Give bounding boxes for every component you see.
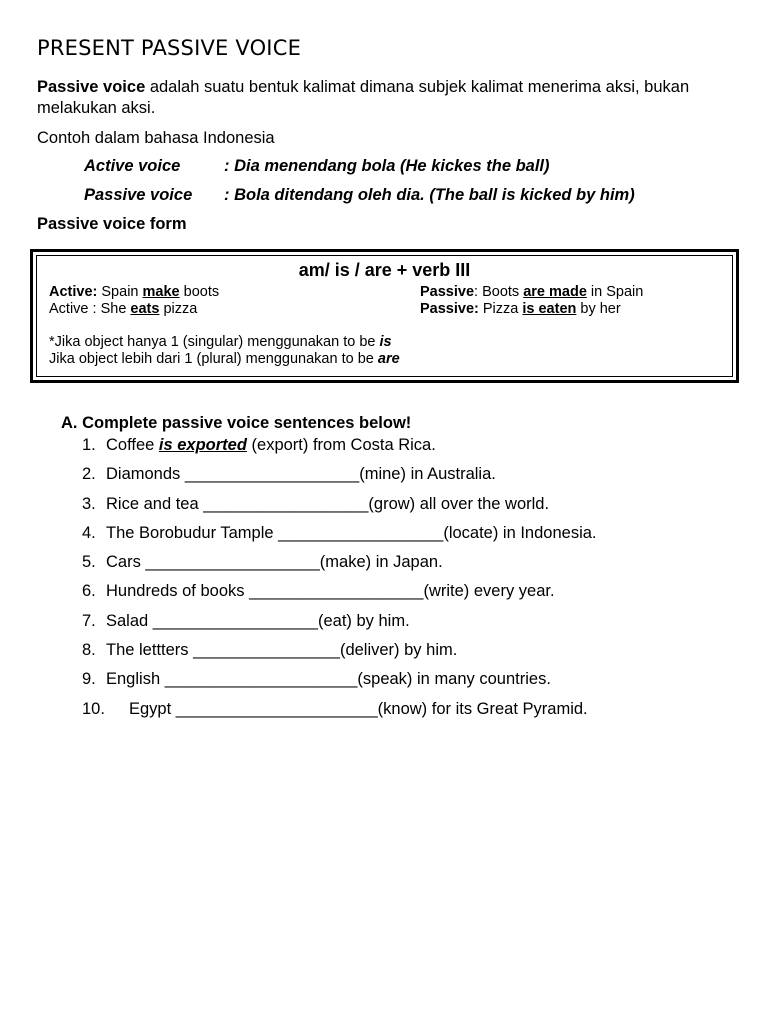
intro-definition: adalah suatu bentuk kalimat dimana subjek kalimat menerima aksi, bukan melakukan aksi. xyxy=(37,78,690,117)
item-blank: __________________(eat) by him. xyxy=(152,611,410,630)
text: Jika object lebih dari 1 (plural) menggunakan to be xyxy=(49,351,378,367)
item-number: 3. xyxy=(82,494,96,513)
text: by her xyxy=(576,301,621,317)
form-note-singular xyxy=(49,334,392,351)
example-passive xyxy=(84,186,635,205)
form-label: Passive voice form xyxy=(37,215,187,233)
item-text: Coffee xyxy=(106,436,159,454)
exercise-item xyxy=(82,494,597,523)
key-verb: make xyxy=(142,284,180,300)
label: Passive xyxy=(420,284,475,300)
key-verb: is eaten xyxy=(522,301,577,317)
exercise-list xyxy=(82,435,597,728)
exercise-item xyxy=(82,611,597,640)
exercise-item xyxy=(82,640,597,669)
item-number: 5. xyxy=(82,553,96,572)
item-text: Rice and tea xyxy=(106,494,204,513)
item-blank: ______________________(know) for its Great Pyramid. xyxy=(175,699,588,718)
example-intro: Contoh dalam bahasa Indonesia xyxy=(37,129,275,147)
item-blank: _____________________(speak) in many countries. xyxy=(164,670,551,689)
exercise-item xyxy=(82,523,597,552)
exercise-item xyxy=(82,581,597,610)
item-number: 6. xyxy=(82,582,96,601)
exercise-item xyxy=(82,435,597,464)
item-text: The Borobudur Tample xyxy=(106,523,279,542)
exercise-item xyxy=(82,699,597,728)
intro-term: Passive voice xyxy=(37,78,146,96)
item-number: 1. xyxy=(82,436,96,454)
text: Pizza xyxy=(478,301,523,317)
exercise-title: A. Complete passive voice sentences below! xyxy=(61,414,412,432)
to-be: are xyxy=(377,351,400,367)
example-text: : Dia menendang bola (He kickes the ball) xyxy=(224,157,550,175)
example-text: : Bola ditendang oleh dia. (The ball is kicked by him) xyxy=(224,186,635,204)
exercise-item xyxy=(82,669,597,698)
item-text: (export) from Costa Rica. xyxy=(246,436,436,454)
item-blank: __________________(grow) all over the world. xyxy=(203,494,550,513)
item-blank: ___________________(make) in Japan. xyxy=(145,553,443,572)
text: boots xyxy=(179,284,220,300)
item-number: 4. xyxy=(82,523,96,542)
label: Active: xyxy=(49,284,98,300)
form-row-1-active xyxy=(49,284,219,301)
label: Passive: xyxy=(420,301,479,317)
item-blank: ________________(deliver) by him. xyxy=(193,641,458,660)
item-text: Hundreds of books xyxy=(106,582,250,601)
form-box-inner xyxy=(36,255,733,377)
item-number: 7. xyxy=(82,611,96,630)
item-number: 2. xyxy=(82,465,96,484)
item-text: The lettters xyxy=(106,641,194,660)
text: : Boots xyxy=(474,284,524,300)
form-formula: am/ is / are + verb III xyxy=(298,260,471,280)
exercise-item xyxy=(82,552,597,581)
text: Spain xyxy=(97,284,143,300)
item-number: 10. xyxy=(82,699,105,718)
text: She xyxy=(100,301,131,317)
item-text: Cars xyxy=(106,553,146,572)
page-title: PRESENT PASSIVE VOICE xyxy=(37,36,302,60)
form-note-plural xyxy=(49,351,400,368)
form-box xyxy=(30,249,739,383)
key-verb: are made xyxy=(523,284,587,300)
item-answer: is exported xyxy=(158,436,247,454)
item-number: 9. xyxy=(82,670,96,689)
exercise-item xyxy=(82,464,597,493)
example-active xyxy=(84,157,550,176)
example-label: Active voice xyxy=(84,157,181,175)
text: *Jika object hanya 1 (singular) menggunakan to be xyxy=(49,334,380,350)
item-blank: ___________________(write) every year. xyxy=(249,582,555,601)
text: pizza xyxy=(159,301,198,317)
item-blank: ___________________(mine) in Australia. xyxy=(184,465,496,484)
item-blank: __________________(locate) in Indonesia. xyxy=(278,523,597,542)
intro-paragraph xyxy=(37,77,737,119)
key-verb: eats xyxy=(130,301,160,317)
to-be: is xyxy=(379,334,392,350)
item-text: Egypt xyxy=(129,699,176,718)
form-row-2-active xyxy=(49,301,197,318)
item-text: Salad xyxy=(106,611,153,630)
form-row-2-passive xyxy=(420,301,621,318)
form-row-1-passive xyxy=(420,284,643,301)
example-label: Passive voice xyxy=(84,186,193,204)
item-text: Diamonds xyxy=(106,465,185,484)
item-text: English xyxy=(106,670,165,689)
text: in Spain xyxy=(586,284,644,300)
label: Active : xyxy=(49,301,101,317)
item-number: 8. xyxy=(82,641,96,660)
